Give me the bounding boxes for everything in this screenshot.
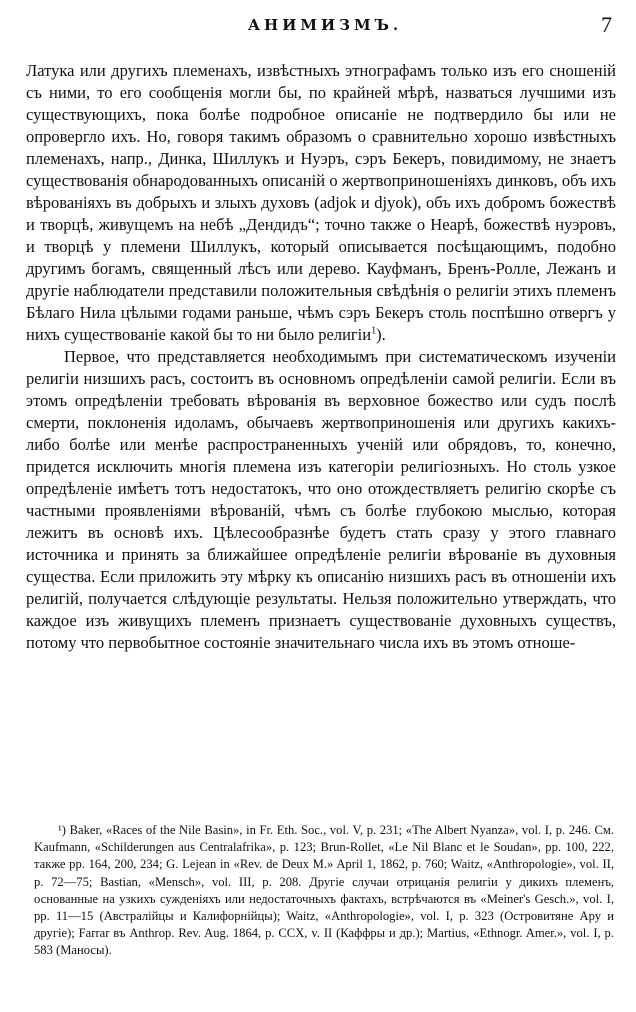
footnote-1: ¹) Baker, «Races of the Nile Basin», in Fr. Eth. Soc., vol. V, p. 231; «The Albert Nyanza», vol. I, p. 246. См. Kaufmann, «Schilderungen aus Centralafrika», p. 123; Brun-Rollet, «Le Nil Blanc et le Soudan», pp. 100, 222, также pp. 164, 200, 234; G. Lejean in «Rev. de Deux M.» April 1, 1862, p. 760; Waitz, «Anthropologie», vol. II, p. 72—75; Bastian, «Mensch», vol. III, p. 208. Другіе случаи отрицанія религіи у дикихъ племенъ, основанные на узкихъ сужденіяхъ или недостаточныхъ фактахъ, встрѣчаются въ «Meiner's Gesch.», vol. I, pp. 11—15 (Австралійцы и Калифорнійцы); Waitz, «Anthropologie», vol. I, p. 323 (Островитяне Ару и другіе); Farrar въ Anthrop. Rev. Aug. 1864, p. CCX, v. II (Каффры и др.); Martius, «Ethnogr. Amer.», vol. I, p. 583 (Маносы). [34,823,614,958]
page-number: 7 [601,12,612,37]
body-text [26,60,616,654]
paragraph-1-text: Латука или другихъ племенахъ, извѣстныхъ этнографамъ только изъ его сношеній съ ними, то его сообщенія могли бы, по крайней мѣрѣ, назваться лучшими изъ существующихъ, пока болѣе подробное описаніе не подтвердило бы или не опровергло ихъ. Но, говоря такимъ образомъ о сравнительно хорошо извѣстныхъ племенахъ, напр., Динка, Шиллукъ и Нуэръ, сэръ Бекеръ, повидимому, не знаетъ существованія обнародованныхъ описаній о жертвоприношеніяхъ динковъ, объ ихъ вѣрованіяхъ въ добрыхъ и злыхъ духовъ (adjok и djyok), объ ихъ добромъ божествѣ и творцѣ, живущемъ на небѣ „Дендидъ“; точно также о Неарѣ, божествѣ нуэровъ, и творцѣ у племени Шиллукъ, который описывается посѣщающимъ, подобно другимъ богамъ, священный лѣсъ или дерево. Кауфманъ, Бренъ-Ролле, Лежанъ и другіе наблюдатели представили положительныя свѣдѣнія о религіи этихъ племенъ Бѣлаго Нила цѣлыми годами раньше, чѣмъ сэръ Бекеръ столь поспѣшно отвергъ у нихъ существованіе какой бы то ни было религіи [26,61,616,344]
paragraph-2: Первое, что представляется необходимымъ при систематическомъ изученіи религіи низшихъ расъ, состоитъ въ основномъ опредѣленіи самой религіи. Если въ этомъ опредѣленіи требовать вѣрованія въ верховное божество или судъ послѣ смерти, поклоненія идоламъ, обычаевъ жертвоприношенія или другихъ какихъ-либо болѣе или менѣе распространенныхъ ученій или обрядовъ, то, конечно, придется исключить многія племена изъ категоріи религіозныхъ. Но столь узкое опредѣленіе имѣетъ тотъ недостатокъ, что оно отождествляетъ религію скорѣе съ частными проявленіями вѣрованій, чѣмъ съ болѣе глубокою мыслью, которая лежитъ въ основѣ ихъ. Цѣлесообразнѣе будетъ стать сразу у этого главнаго источника и принять за ближайшее опредѣленіе религіи вѣрованіе въ духовныя существа. Если приложить эту мѣрку къ описанію низшихъ расъ въ отношеніи ихъ религій, получается слѣдующіе результаты. Нельзя положительно утверждать, что каждое изъ живущихъ племенъ признаетъ существованіе духовныхъ существъ, потому что первобытное состояніе значительнаго числа ихъ въ этомъ отноше- [26,347,616,652]
running-head [30,12,620,40]
footnotes [34,822,614,960]
paragraph-continued [26,60,616,346]
footnote-reference: 1 [371,325,377,337]
running-title: АНИМИЗМЪ. [247,16,403,34]
paragraph-1-end: ). [376,325,386,344]
